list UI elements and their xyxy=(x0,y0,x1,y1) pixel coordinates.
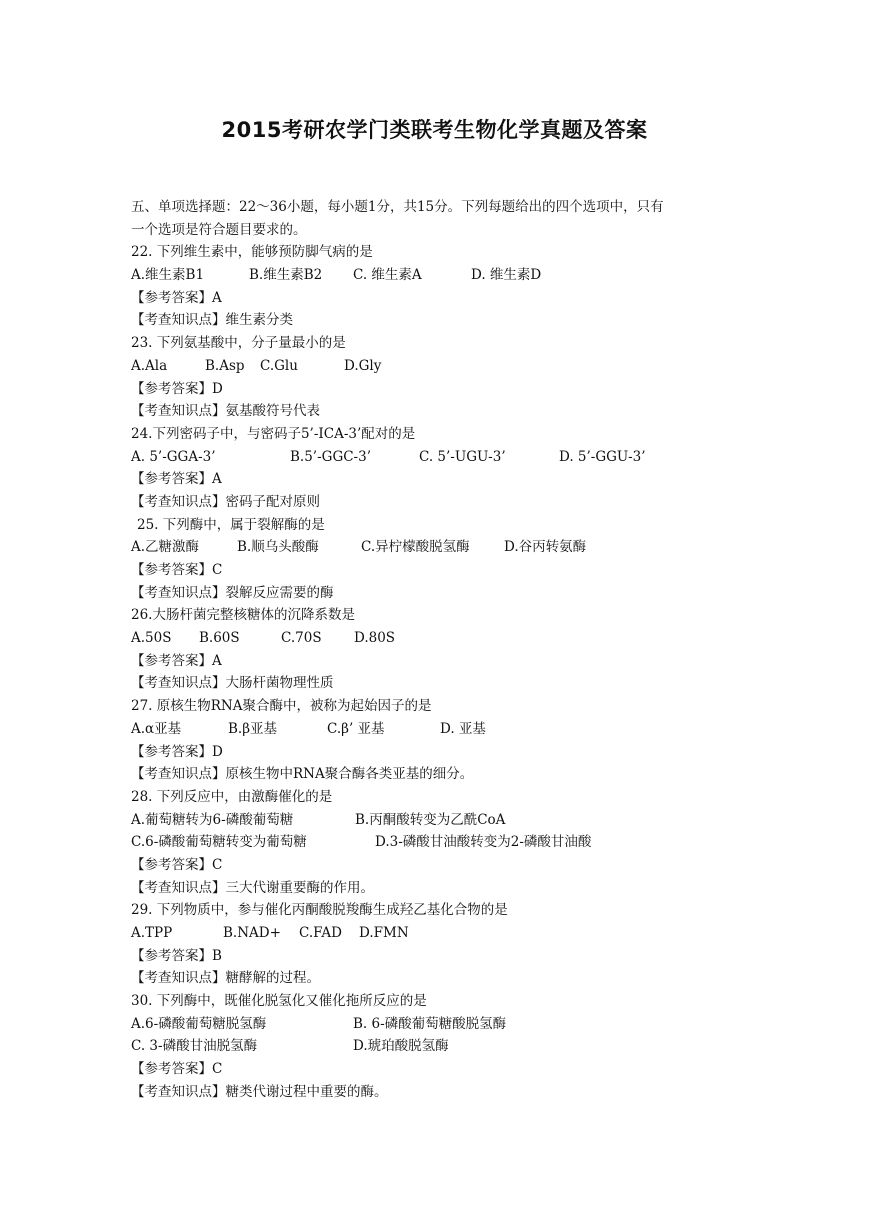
option-c: C. 维生素A xyxy=(353,267,422,284)
question-stem: 22. 下列维生素中，能够预防脚气病的是 xyxy=(131,244,373,261)
question-stem: 25. 下列酶中，属于裂解酶的是 xyxy=(137,516,325,533)
option-d: D.Gly xyxy=(344,357,382,374)
option-d: D.FMN xyxy=(359,925,409,941)
option-line xyxy=(131,1013,741,1036)
document-title: 2015考研农学门类联考生物化学真题及答案 xyxy=(221,118,648,142)
option-d: D.谷丙转氨酶 xyxy=(504,539,587,556)
option-line xyxy=(131,627,741,650)
option-a: A.Ala xyxy=(131,357,168,374)
section-intro-line-2: 一个选项是符合题目要求的。 xyxy=(131,221,307,238)
question-stem: 23. 下列氨基酸中，分子量最小的是 xyxy=(131,335,346,352)
option-a: A.50S xyxy=(131,630,172,647)
reference-answer: 【参考答案】B xyxy=(131,947,222,964)
option-a: A.6-磷酸葡萄糖脱氢酶 xyxy=(131,1015,267,1032)
question-stem: 26.大肠杆菌完整核糖体的沉降系数是 xyxy=(131,607,355,624)
option-c: C.70S xyxy=(281,630,322,647)
option-line xyxy=(131,718,741,741)
option-c: C. 5’-UGU-3’ xyxy=(419,448,506,465)
question-stem: 30. 下列酶中，既催化脱氢化又催化拖所反应的是 xyxy=(131,993,427,1010)
knowledge-point: 【考查知识点】原核生物中RNA聚合酶各类亚基的细分。 xyxy=(131,766,474,783)
reference-answer: 【参考答案】D xyxy=(131,380,223,397)
option-line xyxy=(131,536,741,559)
option-b: B.丙酮酸转变为乙酰CoA xyxy=(355,811,506,828)
reference-answer: 【参考答案】D xyxy=(131,743,223,760)
option-line xyxy=(131,922,741,945)
option-c: C.β’ 亚基 xyxy=(327,720,385,737)
question-stem: 29. 下列物质中，参与催化丙酮酸脱羧酶生成羟乙基化合物的是 xyxy=(131,902,508,919)
reference-answer: 【参考答案】C xyxy=(131,562,223,578)
option-c: C.Glu xyxy=(260,357,298,374)
option-a: A.维生素B1 xyxy=(131,267,205,284)
question-stem: 28. 下列反应中，由激酶催化的是 xyxy=(131,788,333,805)
option-line xyxy=(131,1035,741,1058)
knowledge-point: 【考查知识点】糖类代谢过程中重要的酶。 xyxy=(131,1083,388,1100)
question-section xyxy=(131,196,741,1104)
option-b: B.维生素B2 xyxy=(249,267,323,284)
reference-answer: 【参考答案】A xyxy=(131,652,222,669)
option-d: D.80S xyxy=(354,630,396,647)
option-b: B.NAD+ xyxy=(223,925,281,941)
option-a: A.α亚基 xyxy=(131,720,182,737)
option-d: D.琥珀酸脱氢酶 xyxy=(353,1038,449,1055)
knowledge-point: 【考查知识点】维生素分类 xyxy=(131,312,293,329)
option-c: C.6-磷酸葡萄糖转变为葡萄糖 xyxy=(131,834,307,851)
option-a: A.TPP xyxy=(131,925,173,941)
reference-answer: 【参考答案】C xyxy=(131,856,223,873)
knowledge-point: 【考查知识点】三大代谢重要酶的作用。 xyxy=(131,879,374,896)
knowledge-point: 【考查知识点】裂解反应需要的酶 xyxy=(131,584,334,601)
option-b: B.Asp xyxy=(205,357,245,374)
option-d: D. 亚基 xyxy=(440,720,486,737)
reference-answer: 【参考答案】A xyxy=(131,471,222,488)
option-line xyxy=(131,264,741,287)
option-a: A. 5’-GGA-3’ xyxy=(131,448,216,465)
section-intro-line-1: 五、单项选择题：22～36小题，每小题1分，共15分。下列每题给出的四个选项中，只有 xyxy=(131,199,664,215)
option-b: B.β亚基 xyxy=(228,720,278,737)
question-stem: 24.下列密码子中，与密码子5’-ICA-3’配对的是 xyxy=(131,425,416,442)
knowledge-point: 【考查知识点】氨基酸符号代表 xyxy=(131,403,320,420)
knowledge-point: 【考查知识点】密码子配对原则 xyxy=(131,493,320,510)
option-d: D. 维生素D xyxy=(471,267,542,284)
knowledge-point: 【考查知识点】糖酵解的过程。 xyxy=(131,970,320,987)
reference-answer: 【参考答案】A xyxy=(131,289,222,306)
option-b: B.60S xyxy=(199,630,240,647)
option-c: C.FAD xyxy=(299,925,342,941)
option-a: A.葡萄糖转为6-磷酸葡萄糖 xyxy=(131,811,294,828)
option-line xyxy=(131,831,741,854)
option-line xyxy=(131,446,741,469)
option-b: B. 6-磷酸葡萄糖酸脱氢酶 xyxy=(353,1015,507,1032)
option-c: C. 3-磷酸甘油脱氢酶 xyxy=(131,1038,258,1055)
option-d: D.3-磷酸甘油酸转变为2-磷酸甘油酸 xyxy=(375,834,592,851)
option-line xyxy=(131,355,741,378)
reference-answer: 【参考答案】C xyxy=(131,1061,223,1078)
option-a: A.乙糖激酶 xyxy=(131,539,200,556)
option-d: D. 5’-GGU-3’ xyxy=(559,448,646,465)
option-c: C.异柠檬酸脱氢酶 xyxy=(361,539,470,556)
question-stem: 27. 原核生物RNA聚合酶中，被称为起始因子的是 xyxy=(131,698,432,715)
option-line xyxy=(131,809,741,832)
option-b: B.5’-GGC-3’ xyxy=(290,448,371,465)
option-b: B.顺乌头酸酶 xyxy=(237,539,319,556)
knowledge-point: 【考查知识点】大肠杆菌物理性质 xyxy=(131,675,334,692)
